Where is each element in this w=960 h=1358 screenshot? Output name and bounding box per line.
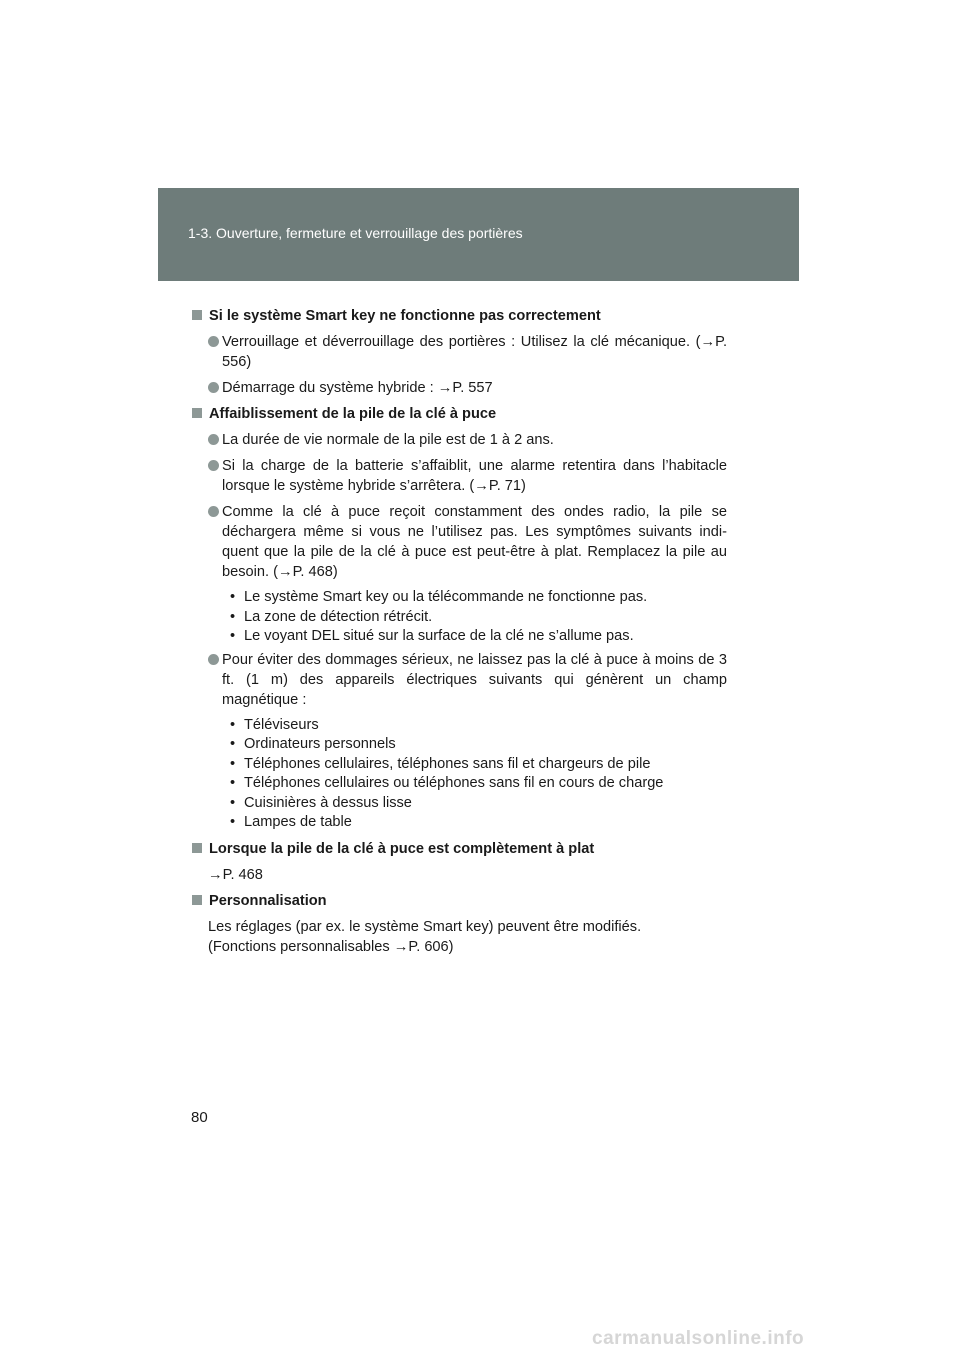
section-heading-smart-key — [192, 306, 727, 326]
list-item — [192, 430, 727, 450]
sub-bullet-marker: • — [230, 775, 236, 791]
list-item-text: Verrouillage et déverrouillage des portières : Utilisez la clé mécanique. (→P. 556) — [222, 334, 727, 370]
sub-list-item — [192, 716, 727, 736]
section-heading-text: Si le système Smart key ne fonctionne pas correctement — [209, 308, 601, 324]
square-bullet-icon — [192, 408, 202, 418]
circle-bullet-icon — [208, 654, 219, 665]
circle-bullet-icon — [208, 336, 219, 347]
sub-list-item-text: La zone de détection rétrécit. — [244, 608, 433, 625]
sub-bullet-marker: • — [230, 814, 236, 830]
sub-bullet-marker: • — [230, 608, 236, 625]
sub-list-item-text: Ordinateurs personnels — [244, 736, 396, 752]
section-heading-battery — [192, 404, 727, 424]
circle-bullet-icon — [208, 506, 219, 517]
square-bullet-icon — [192, 843, 202, 853]
sub-bullet-marker: • — [230, 736, 236, 752]
list-item — [192, 650, 727, 710]
sub-list-item — [192, 608, 727, 628]
chapter-title: 1-3. Ouverture, fermeture et verrouillage des portières — [188, 225, 523, 241]
circle-bullet-icon — [208, 460, 219, 471]
sub-bullet-marker: • — [230, 716, 236, 733]
sub-bullet-marker: • — [230, 755, 236, 772]
circle-bullet-icon — [208, 382, 219, 393]
chapter-header-band — [158, 188, 799, 281]
sub-list-item-text: Téléphones cellulaires ou téléphones sans fil en cours de charge — [244, 775, 664, 791]
page-content — [192, 306, 727, 957]
page-reference: →P. 468 — [208, 866, 263, 883]
paragraph-line: (Fonctions personnalisables →P. 606) — [208, 938, 454, 955]
list-item-text: Comme la clé à puce reçoit constamment des ondes radio, la pile se déchargera même si vous ne l’utilisez pas. Les symptômes suivants indi-quent que la pile de la clé à puce est peut-être à plat. Remplacez la pile au besoin. (→P. 468) — [222, 504, 727, 580]
list-item — [192, 332, 727, 372]
list-item-text: Si la charge de la batterie s’affaiblit, une alarme retentira dans l’habitacle lorsque le système hybride s’arrêtera. (→P. 71) — [222, 458, 727, 494]
circle-bullet-icon — [208, 434, 219, 445]
sub-list-item — [192, 774, 727, 794]
sub-list-item-text: Téléphones cellulaires, téléphones sans fil et chargeurs de pile — [244, 755, 651, 772]
list-item — [192, 378, 727, 398]
square-bullet-icon — [192, 895, 202, 905]
section-heading-text: Lorsque la pile de la clé à puce est complètement à plat — [209, 840, 595, 857]
sub-list-item-text: Le système Smart key ou la télécommande ne fonctionne pas. — [244, 589, 648, 605]
sub-list-item — [192, 735, 727, 755]
sub-list-item-text: Téléviseurs — [244, 716, 319, 733]
section-heading-battery-dead — [192, 839, 727, 859]
list-item — [192, 502, 727, 582]
list-item-text: La durée de vie normale de la pile est de 1 à 2 ans. — [222, 432, 554, 448]
paragraph-line: Les réglages (par ex. le système Smart key) peuvent être modifiés. — [208, 918, 642, 935]
sub-list-item — [192, 755, 727, 775]
page-number: 80 — [191, 1109, 208, 1126]
sub-bullet-marker: • — [230, 589, 236, 605]
sub-bullet-marker: • — [230, 794, 236, 811]
sub-list-item — [192, 794, 727, 814]
list-item — [192, 456, 727, 496]
sub-list-item-text: Cuisinières à dessus lisse — [244, 794, 412, 811]
section-heading-customization — [192, 891, 727, 911]
section-heading-text: Affaiblissement de la pile de la clé à puce — [209, 406, 497, 422]
list-item-text: Pour éviter des dommages sérieux, ne laissez pas la clé à puce à moins de 3 ft. (1 m) des appareils électriques suivants qui génèrent un champ magnétique : — [222, 651, 727, 708]
sub-list-item-text: Lampes de table — [244, 814, 352, 830]
sub-list-item — [192, 588, 727, 608]
section-heading-text: Personnalisation — [209, 892, 327, 909]
sub-list-item-text: Le voyant DEL situé sur la surface de la clé ne s’allume pas. — [244, 628, 634, 644]
watermark: carmanualsonline.info — [592, 1328, 805, 1349]
square-bullet-icon — [192, 310, 202, 320]
sub-list-item — [192, 627, 727, 647]
list-item-text: Démarrage du système hybride : →P. 557 — [222, 380, 493, 396]
sub-list-item — [192, 813, 727, 833]
sub-bullet-marker: • — [230, 628, 236, 644]
